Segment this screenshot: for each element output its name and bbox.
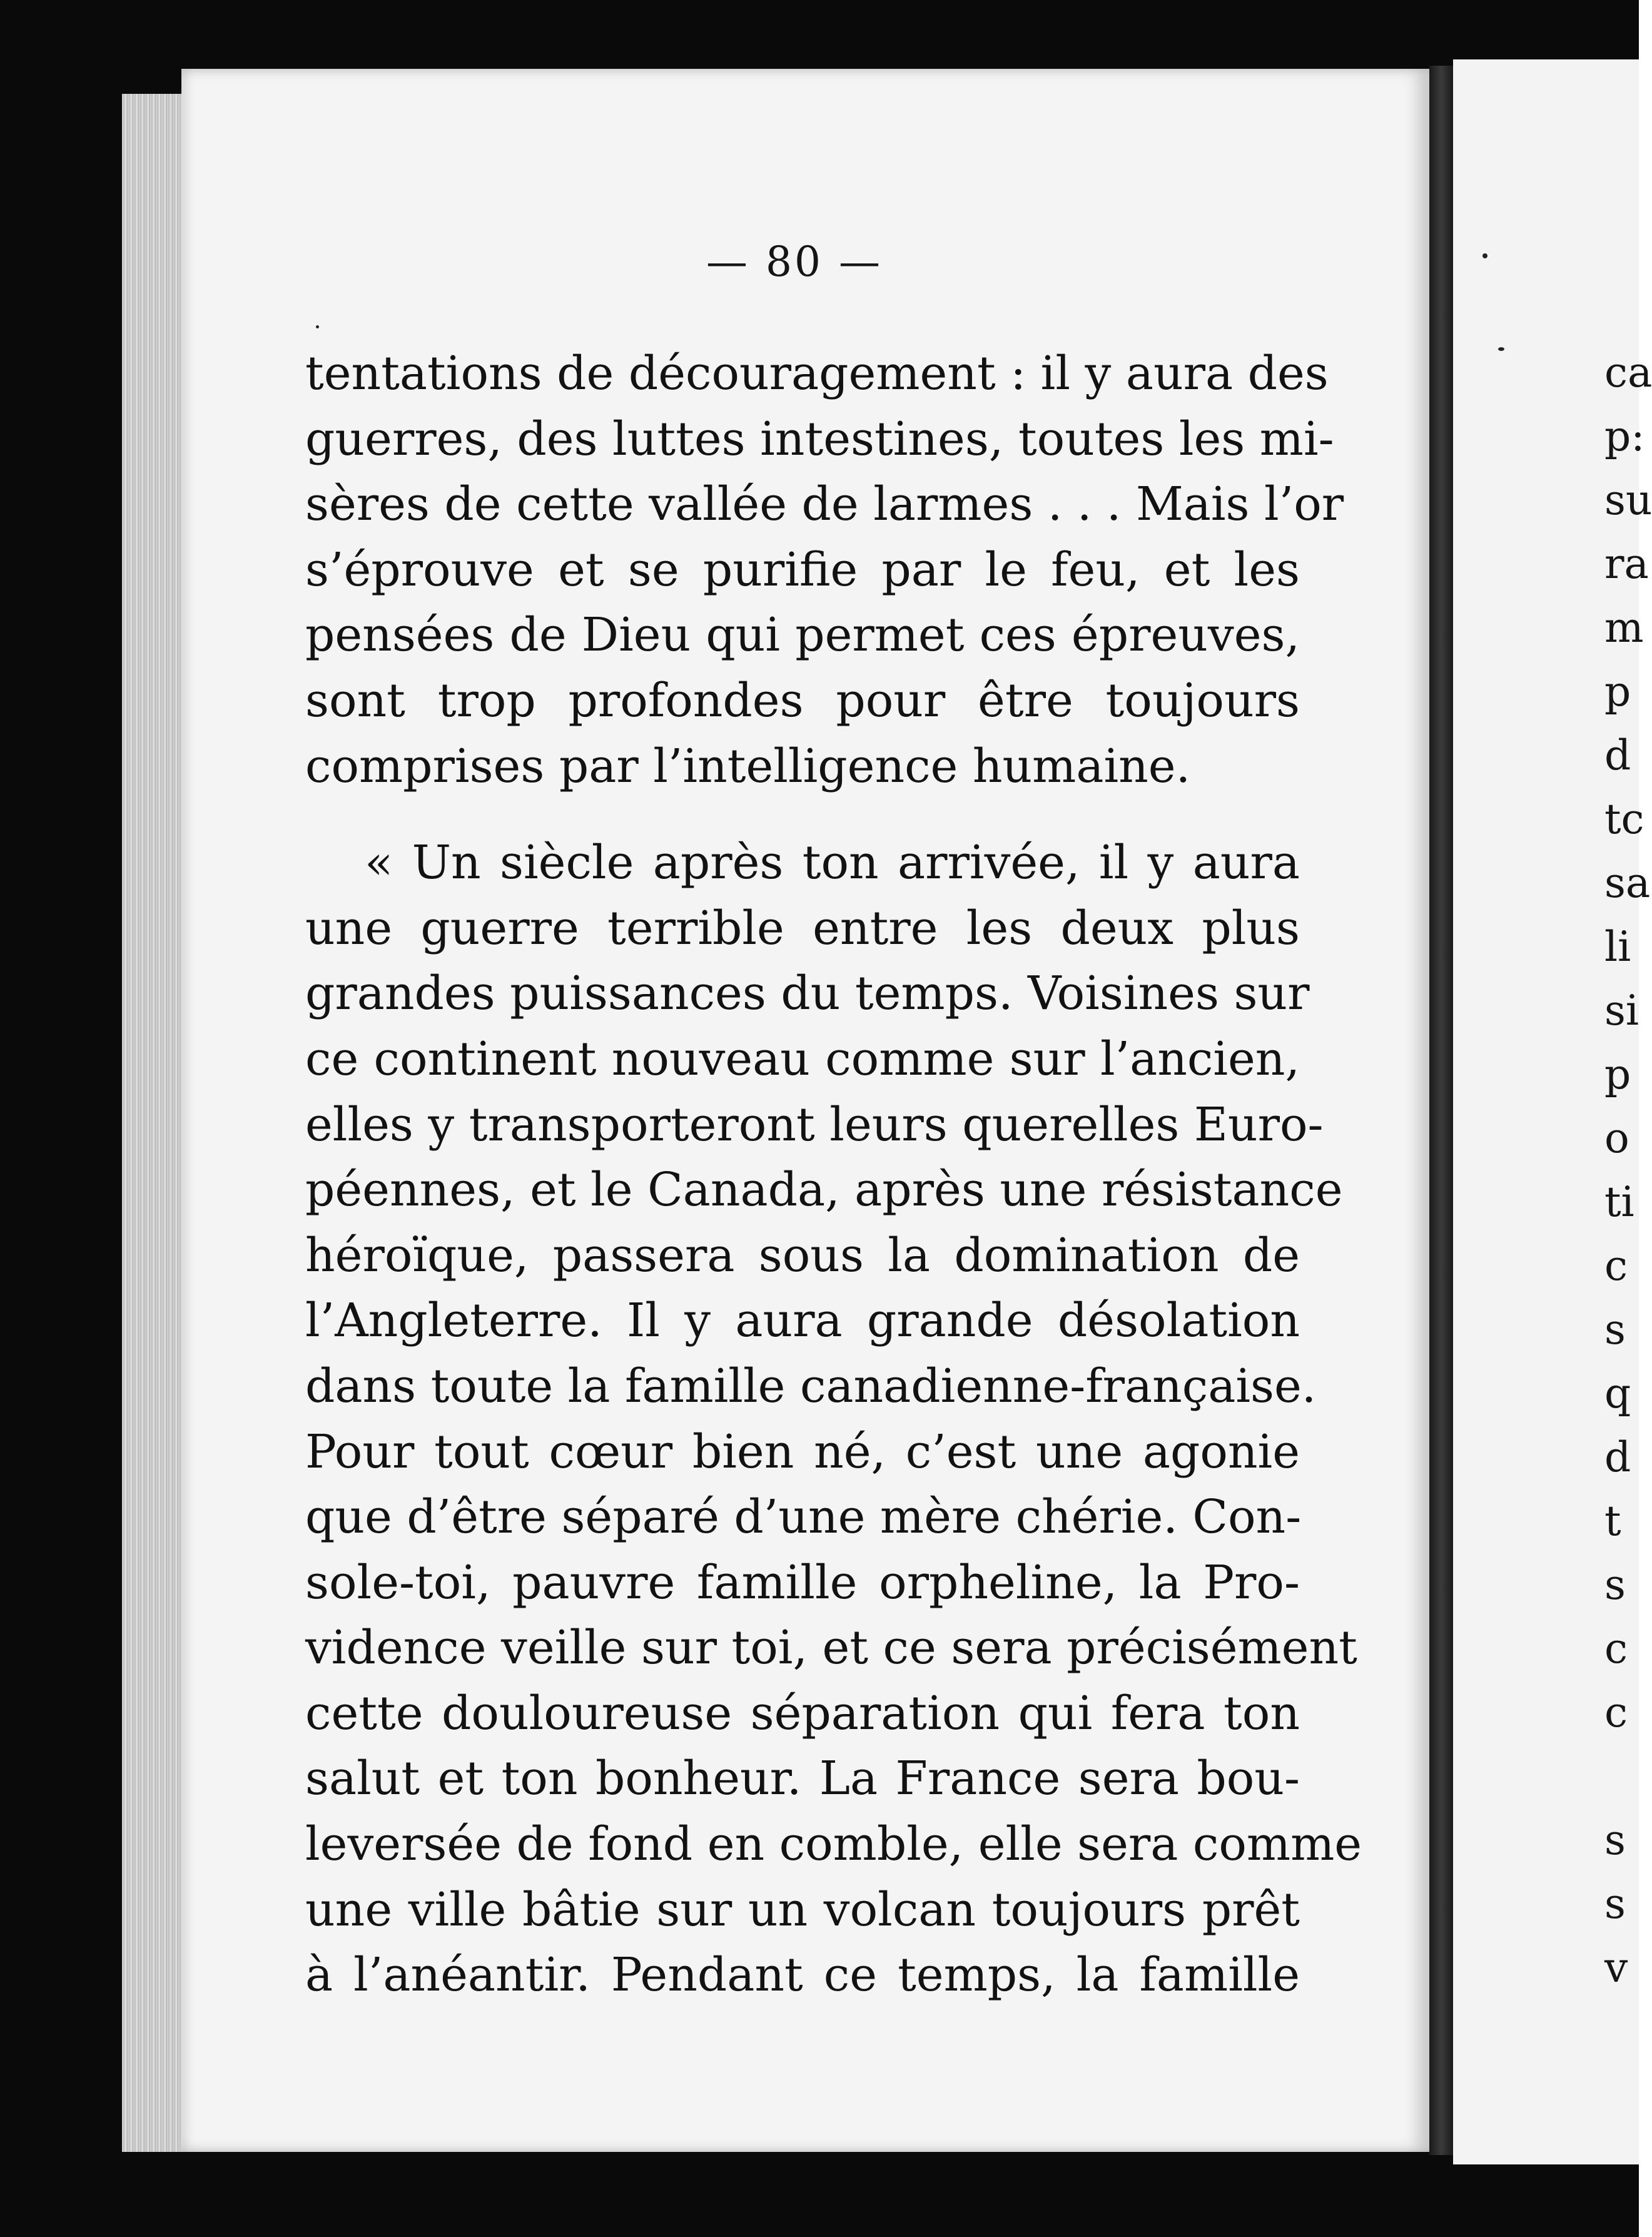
fragment: s: [1604, 1561, 1626, 1609]
fragment: d: [1604, 1433, 1631, 1481]
page-number: — 80 —: [706, 238, 883, 286]
fragment: ra: [1604, 540, 1649, 588]
text-line: sole-toi, pauvre famille orpheline, la Pro-: [305, 1555, 1300, 1610]
fragment: s: [1604, 1306, 1626, 1354]
text-line: une guerre terrible entre les deux plus: [305, 901, 1300, 955]
text-line: tentations de découragement : il y aura des: [305, 347, 1329, 400]
book-gutter: [1429, 66, 1453, 2155]
text-line: ce continent nouveau comme sur l’ancien,: [305, 1032, 1300, 1086]
text-line: comprises par l’intelligence humaine.: [305, 739, 1191, 793]
fragment: li: [1604, 923, 1631, 971]
text-line: « Un siècle après ton arrivée, il y aura: [365, 836, 1300, 890]
ink-speck: [316, 325, 319, 328]
fragment: m: [1604, 604, 1644, 652]
text-line: sères de cette vallée de larmes . . . Mais l’or: [305, 477, 1344, 532]
ink-speck: [1498, 347, 1504, 351]
fragment: p: [1604, 1050, 1631, 1098]
text-line: dans toute la famille canadienne-française.: [305, 1359, 1317, 1413]
text-line: pensées de Dieu qui permet ces épreuves,: [305, 608, 1300, 662]
paragraph-1: [305, 341, 1344, 799]
fragment: sa: [1604, 859, 1651, 907]
paragraph-2: [305, 830, 1362, 2008]
text-line: leversée de fond en comble, elle sera comme: [305, 1817, 1362, 1872]
text-line: guerres, des luttes intestines, toutes les mi-: [305, 412, 1334, 466]
fragment: c: [1604, 1688, 1628, 1737]
text-line: péennes, et le Canada, après une résistance: [305, 1163, 1343, 1217]
fragment: s: [1604, 1880, 1626, 1928]
text-line: s’éprouve et se purifie par le feu, et les: [305, 542, 1300, 597]
fragment: p:: [1604, 412, 1645, 460]
fragment: c: [1604, 1625, 1628, 1673]
fragment: v: [1604, 1944, 1628, 1992]
fragment: p: [1604, 667, 1631, 716]
text-line: à l’anéantir. Pendant ce temps, la famille: [305, 1948, 1300, 2002]
fragment: ti: [1604, 1178, 1634, 1226]
fragment: si: [1604, 987, 1639, 1035]
right-page-fragments: [1604, 341, 1652, 2000]
text-line: héroïque, passera sous la domination de: [305, 1228, 1300, 1282]
text-line: l’Angleterre. Il y aura grande désolation: [305, 1294, 1300, 1348]
text-line: que d’être séparé d’une mère chérie. Con-: [305, 1490, 1302, 1545]
ink-speck: [1482, 253, 1487, 258]
text-line: grandes puissances du temps. Voisines sur: [305, 966, 1310, 1021]
fragment: d: [1604, 731, 1631, 779]
text-line: vidence veille sur toi, et ce sera précisément: [305, 1621, 1357, 1675]
fragment: [1604, 1745, 1639, 1808]
text-line: Pour tout cœur bien né, c’est une agonie: [305, 1424, 1300, 1479]
body-text: [305, 341, 1362, 2008]
fragment: tc: [1604, 795, 1644, 843]
text-line: une ville bâtie sur un volcan toujours prêt: [305, 1882, 1300, 1937]
fragment: t: [1604, 1497, 1621, 1545]
text-line: cette douloureuse séparation qui fera ton: [305, 1686, 1300, 1740]
fragment: q: [1604, 1369, 1631, 1418]
fragment: c: [1604, 1242, 1628, 1290]
fragment: su: [1604, 476, 1652, 524]
text-line: elles y transporteront leurs querelles Euro-: [305, 1097, 1324, 1152]
text-line: salut et ton bonheur. La France sera bou-: [305, 1752, 1300, 1806]
fragment: s: [1604, 1816, 1626, 1864]
fragment: ca: [1604, 348, 1652, 397]
fragment: o: [1604, 1114, 1629, 1162]
text-line: sont trop profondes pour être toujours: [305, 673, 1300, 728]
